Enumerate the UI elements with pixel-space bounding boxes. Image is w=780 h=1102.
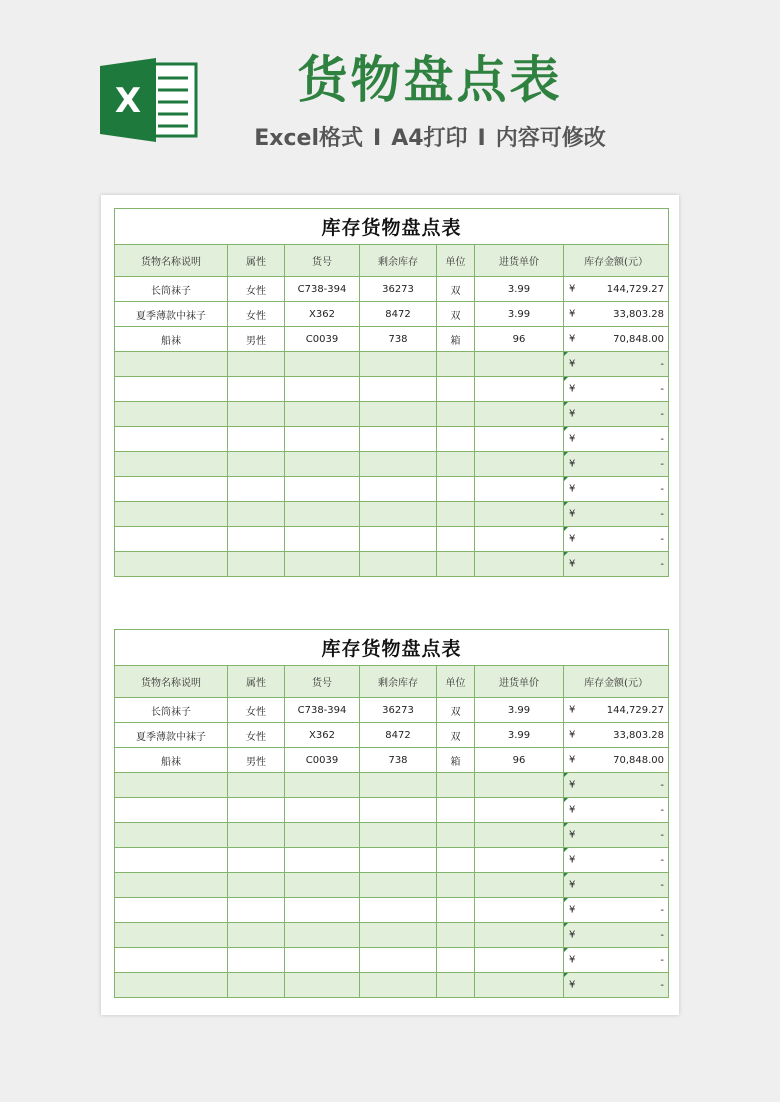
cell-stock[interactable] bbox=[360, 527, 437, 552]
cell-stock[interactable] bbox=[360, 823, 437, 848]
currency-symbol: ¥ bbox=[569, 754, 576, 766]
error-indicator-icon bbox=[564, 352, 568, 356]
table-row bbox=[115, 848, 669, 873]
subtitle-separator: I bbox=[373, 126, 382, 151]
table-title: 库存货物盘点表 bbox=[115, 630, 669, 666]
cell-unit[interactable] bbox=[437, 773, 475, 798]
cell-attr[interactable] bbox=[228, 923, 285, 948]
cell-price[interactable] bbox=[475, 873, 564, 898]
cell-name[interactable] bbox=[115, 552, 228, 577]
error-indicator-icon bbox=[564, 798, 568, 802]
cell-stock[interactable] bbox=[360, 377, 437, 402]
cell-code[interactable] bbox=[285, 948, 360, 973]
cell-code[interactable] bbox=[285, 873, 360, 898]
cell-price[interactable] bbox=[475, 477, 564, 502]
currency-symbol: ¥ bbox=[569, 729, 576, 741]
cell-stock[interactable] bbox=[360, 948, 437, 973]
currency-symbol: ¥ bbox=[569, 558, 576, 570]
cell-unit[interactable] bbox=[437, 898, 475, 923]
error-indicator-icon bbox=[564, 848, 568, 852]
cell-code[interactable] bbox=[285, 552, 360, 577]
cell-unit[interactable] bbox=[437, 452, 475, 477]
column-header: 货号 bbox=[285, 245, 360, 277]
table-row bbox=[115, 502, 669, 527]
cell-attr[interactable]: 女性 bbox=[228, 277, 285, 302]
cell-price[interactable] bbox=[475, 848, 564, 873]
cell-stock[interactable] bbox=[360, 973, 437, 998]
cell-stock[interactable] bbox=[360, 773, 437, 798]
amount-value: - bbox=[660, 879, 665, 891]
currency-symbol: ¥ bbox=[569, 508, 576, 520]
cell-code[interactable] bbox=[285, 477, 360, 502]
amount-value: - bbox=[660, 979, 665, 991]
table-row bbox=[115, 377, 669, 402]
cell-unit[interactable] bbox=[437, 527, 475, 552]
cell-code[interactable]: X362 bbox=[285, 723, 360, 748]
cell-attr[interactable]: 女性 bbox=[228, 698, 285, 723]
cell-attr[interactable]: 女性 bbox=[228, 723, 285, 748]
cell-code[interactable] bbox=[285, 402, 360, 427]
column-header: 进货单价 bbox=[475, 666, 564, 698]
cell-stock[interactable] bbox=[360, 452, 437, 477]
currency-symbol: ¥ bbox=[569, 929, 576, 941]
cell-amount[interactable] bbox=[564, 552, 669, 577]
cell-attr[interactable] bbox=[228, 898, 285, 923]
cell-price[interactable] bbox=[475, 377, 564, 402]
cell-unit[interactable] bbox=[437, 502, 475, 527]
cell-price[interactable] bbox=[475, 923, 564, 948]
cell-code[interactable] bbox=[285, 352, 360, 377]
cell-unit[interactable] bbox=[437, 352, 475, 377]
cell-amount[interactable] bbox=[564, 277, 669, 302]
table-row bbox=[115, 873, 669, 898]
cell-code[interactable]: C738-394 bbox=[285, 277, 360, 302]
cell-attr[interactable] bbox=[228, 527, 285, 552]
column-header: 单位 bbox=[437, 245, 475, 277]
cell-name[interactable] bbox=[115, 823, 228, 848]
cell-name[interactable] bbox=[115, 873, 228, 898]
cell-price[interactable]: 3.99 bbox=[475, 698, 564, 723]
cell-name[interactable] bbox=[115, 798, 228, 823]
cell-unit[interactable] bbox=[437, 427, 475, 452]
cell-code[interactable] bbox=[285, 823, 360, 848]
cell-amount[interactable] bbox=[564, 848, 669, 873]
cell-price[interactable] bbox=[475, 402, 564, 427]
amount-value: - bbox=[660, 954, 665, 966]
table-row bbox=[115, 352, 669, 377]
page-subtitle bbox=[200, 122, 660, 156]
column-header: 库存金额(元） bbox=[564, 245, 669, 277]
cell-price[interactable] bbox=[475, 823, 564, 848]
error-indicator-icon bbox=[564, 452, 568, 456]
cell-stock[interactable] bbox=[360, 477, 437, 502]
cell-name[interactable] bbox=[115, 377, 228, 402]
column-header: 剩余库存 bbox=[360, 245, 437, 277]
amount-value: - bbox=[660, 508, 665, 520]
currency-symbol: ¥ bbox=[569, 829, 576, 841]
currency-symbol: ¥ bbox=[569, 358, 576, 370]
subtitle-editable: 内容可修改 bbox=[495, 126, 606, 151]
cell-stock[interactable]: 36273 bbox=[360, 277, 437, 302]
cell-price[interactable]: 3.99 bbox=[475, 302, 564, 327]
currency-symbol: ¥ bbox=[569, 779, 576, 791]
currency-symbol: ¥ bbox=[569, 308, 576, 320]
table-row bbox=[115, 698, 669, 723]
error-indicator-icon bbox=[564, 948, 568, 952]
table-row bbox=[115, 798, 669, 823]
cell-attr[interactable] bbox=[228, 477, 285, 502]
cell-name[interactable] bbox=[115, 773, 228, 798]
error-indicator-icon bbox=[564, 402, 568, 406]
amount-value: 144,729.27 bbox=[606, 704, 665, 716]
page-header bbox=[0, 0, 780, 190]
cell-price[interactable] bbox=[475, 973, 564, 998]
cell-price[interactable] bbox=[475, 798, 564, 823]
cell-price[interactable] bbox=[475, 427, 564, 452]
cell-attr[interactable] bbox=[228, 552, 285, 577]
cell-unit[interactable] bbox=[437, 798, 475, 823]
cell-amount[interactable] bbox=[564, 502, 669, 527]
cell-code[interactable] bbox=[285, 923, 360, 948]
cell-price[interactable] bbox=[475, 552, 564, 577]
inventory-table bbox=[114, 629, 669, 998]
cell-amount[interactable] bbox=[564, 798, 669, 823]
cell-price[interactable] bbox=[475, 948, 564, 973]
cell-unit[interactable] bbox=[437, 552, 475, 577]
error-indicator-icon bbox=[564, 873, 568, 877]
cell-unit[interactable]: 双 bbox=[437, 277, 475, 302]
column-header: 单位 bbox=[437, 666, 475, 698]
cell-unit[interactable] bbox=[437, 923, 475, 948]
cell-code[interactable] bbox=[285, 427, 360, 452]
column-header: 属性 bbox=[228, 245, 285, 277]
cell-name[interactable] bbox=[115, 402, 228, 427]
table-title: 库存货物盘点表 bbox=[115, 209, 669, 245]
cell-code[interactable] bbox=[285, 898, 360, 923]
table-row bbox=[115, 452, 669, 477]
amount-value: - bbox=[660, 483, 665, 495]
cell-price[interactable] bbox=[475, 773, 564, 798]
cell-code[interactable] bbox=[285, 973, 360, 998]
cell-price[interactable]: 3.99 bbox=[475, 277, 564, 302]
error-indicator-icon bbox=[564, 527, 568, 531]
cell-amount[interactable] bbox=[564, 748, 669, 773]
cell-attr[interactable]: 男性 bbox=[228, 327, 285, 352]
excel-logo-icon bbox=[100, 58, 200, 142]
table-row bbox=[115, 948, 669, 973]
cell-stock[interactable] bbox=[360, 552, 437, 577]
cell-attr[interactable]: 男性 bbox=[228, 748, 285, 773]
cell-amount[interactable] bbox=[564, 923, 669, 948]
table-row bbox=[115, 327, 669, 352]
cell-name[interactable] bbox=[115, 898, 228, 923]
cell-stock[interactable] bbox=[360, 427, 437, 452]
cell-price[interactable]: 96 bbox=[475, 748, 564, 773]
column-header: 剩余库存 bbox=[360, 666, 437, 698]
cell-stock[interactable]: 36273 bbox=[360, 698, 437, 723]
amount-value: 33,803.28 bbox=[613, 308, 665, 320]
error-indicator-icon bbox=[564, 773, 568, 777]
page-title: 货物盘点表 bbox=[297, 51, 563, 109]
amount-value: 33,803.28 bbox=[613, 729, 665, 741]
column-header: 货物名称说明 bbox=[115, 245, 228, 277]
svg-text:X: X bbox=[114, 81, 142, 121]
currency-symbol: ¥ bbox=[569, 804, 576, 816]
cell-amount[interactable] bbox=[564, 873, 669, 898]
cell-unit[interactable] bbox=[437, 377, 475, 402]
amount-value: - bbox=[660, 433, 665, 445]
cell-amount[interactable] bbox=[564, 973, 669, 998]
cell-unit[interactable]: 双 bbox=[437, 302, 475, 327]
subtitle-separator: I bbox=[477, 126, 486, 151]
table-row bbox=[115, 277, 669, 302]
currency-symbol: ¥ bbox=[569, 283, 576, 295]
table-row bbox=[115, 527, 669, 552]
cell-stock[interactable] bbox=[360, 502, 437, 527]
cell-amount[interactable] bbox=[564, 723, 669, 748]
cell-name[interactable] bbox=[115, 427, 228, 452]
cell-attr[interactable] bbox=[228, 402, 285, 427]
amount-value: - bbox=[660, 829, 665, 841]
cell-unit[interactable] bbox=[437, 948, 475, 973]
cell-attr[interactable] bbox=[228, 823, 285, 848]
amount-value: 144,729.27 bbox=[606, 283, 665, 295]
cell-stock[interactable]: 738 bbox=[360, 748, 437, 773]
currency-symbol: ¥ bbox=[569, 904, 576, 916]
cell-price[interactable] bbox=[475, 452, 564, 477]
cell-name[interactable]: 夏季薄款中袜子 bbox=[115, 302, 228, 327]
table-row bbox=[115, 723, 669, 748]
cell-code[interactable]: X362 bbox=[285, 302, 360, 327]
amount-value: - bbox=[660, 929, 665, 941]
inventory-table-2 bbox=[114, 629, 668, 998]
cell-attr[interactable] bbox=[228, 948, 285, 973]
cell-amount[interactable] bbox=[564, 327, 669, 352]
cell-unit[interactable] bbox=[437, 402, 475, 427]
currency-symbol: ¥ bbox=[569, 458, 576, 470]
currency-symbol: ¥ bbox=[569, 483, 576, 495]
cell-name[interactable] bbox=[115, 923, 228, 948]
error-indicator-icon bbox=[564, 377, 568, 381]
cell-name[interactable] bbox=[115, 973, 228, 998]
cell-stock[interactable] bbox=[360, 352, 437, 377]
currency-symbol: ¥ bbox=[569, 433, 576, 445]
amount-value: - bbox=[660, 458, 665, 470]
amount-value: - bbox=[660, 779, 665, 791]
cell-attr[interactable] bbox=[228, 352, 285, 377]
cell-code[interactable]: C0039 bbox=[285, 327, 360, 352]
cell-price[interactable] bbox=[475, 502, 564, 527]
amount-value: - bbox=[660, 408, 665, 420]
cell-name[interactable]: 夏季薄款中袜子 bbox=[115, 723, 228, 748]
error-indicator-icon bbox=[564, 427, 568, 431]
cell-price[interactable]: 3.99 bbox=[475, 723, 564, 748]
currency-symbol: ¥ bbox=[569, 383, 576, 395]
cell-stock[interactable]: 738 bbox=[360, 327, 437, 352]
cell-name[interactable] bbox=[115, 352, 228, 377]
cell-amount[interactable] bbox=[564, 302, 669, 327]
currency-symbol: ¥ bbox=[569, 533, 576, 545]
cell-amount[interactable] bbox=[564, 698, 669, 723]
cell-name[interactable]: 船袜 bbox=[115, 748, 228, 773]
cell-stock[interactable] bbox=[360, 402, 437, 427]
cell-amount[interactable] bbox=[564, 427, 669, 452]
cell-unit[interactable] bbox=[437, 973, 475, 998]
cell-amount[interactable] bbox=[564, 823, 669, 848]
cell-attr[interactable] bbox=[228, 377, 285, 402]
cell-amount[interactable] bbox=[564, 773, 669, 798]
error-indicator-icon bbox=[564, 477, 568, 481]
cell-stock[interactable] bbox=[360, 798, 437, 823]
cell-stock[interactable]: 8472 bbox=[360, 302, 437, 327]
table-row bbox=[115, 923, 669, 948]
cell-attr[interactable] bbox=[228, 773, 285, 798]
cell-unit[interactable]: 双 bbox=[437, 723, 475, 748]
cell-unit[interactable] bbox=[437, 823, 475, 848]
cell-code[interactable]: C738-394 bbox=[285, 698, 360, 723]
cell-stock[interactable]: 8472 bbox=[360, 723, 437, 748]
cell-attr[interactable] bbox=[228, 873, 285, 898]
cell-stock[interactable] bbox=[360, 898, 437, 923]
cell-attr[interactable] bbox=[228, 973, 285, 998]
cell-name[interactable] bbox=[115, 848, 228, 873]
amount-value: - bbox=[660, 358, 665, 370]
cell-unit[interactable] bbox=[437, 848, 475, 873]
cell-stock[interactable] bbox=[360, 848, 437, 873]
cell-price[interactable] bbox=[475, 898, 564, 923]
amount-value: 70,848.00 bbox=[613, 333, 665, 345]
cell-amount[interactable] bbox=[564, 477, 669, 502]
error-indicator-icon bbox=[564, 502, 568, 506]
cell-unit[interactable]: 箱 bbox=[437, 748, 475, 773]
currency-symbol: ¥ bbox=[569, 879, 576, 891]
subtitle-print: A4打印 bbox=[391, 126, 468, 151]
cell-unit[interactable]: 双 bbox=[437, 698, 475, 723]
cell-name[interactable] bbox=[115, 948, 228, 973]
currency-symbol: ¥ bbox=[569, 408, 576, 420]
amount-value: - bbox=[660, 804, 665, 816]
cell-code[interactable] bbox=[285, 798, 360, 823]
cell-amount[interactable] bbox=[564, 898, 669, 923]
column-header: 属性 bbox=[228, 666, 285, 698]
inventory-table-1 bbox=[114, 208, 668, 577]
table-row bbox=[115, 748, 669, 773]
column-header: 货物名称说明 bbox=[115, 666, 228, 698]
cell-stock[interactable] bbox=[360, 873, 437, 898]
amount-value: 70,848.00 bbox=[613, 754, 665, 766]
cell-name[interactable]: 长筒袜子 bbox=[115, 698, 228, 723]
cell-code[interactable]: C0039 bbox=[285, 748, 360, 773]
error-indicator-icon bbox=[564, 923, 568, 927]
cell-amount[interactable] bbox=[564, 352, 669, 377]
cell-stock[interactable] bbox=[360, 923, 437, 948]
currency-symbol: ¥ bbox=[569, 333, 576, 345]
table-row bbox=[115, 302, 669, 327]
cell-amount[interactable] bbox=[564, 452, 669, 477]
cell-attr[interactable] bbox=[228, 452, 285, 477]
cell-name[interactable] bbox=[115, 502, 228, 527]
amount-value: - bbox=[660, 558, 665, 570]
table-row bbox=[115, 477, 669, 502]
column-header: 库存金额(元） bbox=[564, 666, 669, 698]
cell-price[interactable] bbox=[475, 527, 564, 552]
column-header: 货号 bbox=[285, 666, 360, 698]
document-sheet bbox=[101, 195, 679, 1015]
column-header: 进货单价 bbox=[475, 245, 564, 277]
currency-symbol: ¥ bbox=[569, 704, 576, 716]
cell-amount[interactable] bbox=[564, 377, 669, 402]
cell-code[interactable] bbox=[285, 848, 360, 873]
cell-amount[interactable] bbox=[564, 402, 669, 427]
cell-unit[interactable] bbox=[437, 873, 475, 898]
cell-code[interactable] bbox=[285, 452, 360, 477]
cell-attr[interactable] bbox=[228, 848, 285, 873]
cell-name[interactable]: 船袜 bbox=[115, 327, 228, 352]
error-indicator-icon bbox=[564, 898, 568, 902]
error-indicator-icon bbox=[564, 552, 568, 556]
cell-name[interactable] bbox=[115, 452, 228, 477]
error-indicator-icon bbox=[564, 973, 568, 977]
cell-price[interactable]: 96 bbox=[475, 327, 564, 352]
currency-symbol: ¥ bbox=[569, 854, 576, 866]
table-row bbox=[115, 402, 669, 427]
cell-amount[interactable] bbox=[564, 527, 669, 552]
cell-unit[interactable] bbox=[437, 477, 475, 502]
cell-code[interactable] bbox=[285, 773, 360, 798]
table-row bbox=[115, 427, 669, 452]
cell-attr[interactable] bbox=[228, 502, 285, 527]
currency-symbol: ¥ bbox=[569, 979, 576, 991]
cell-amount[interactable] bbox=[564, 948, 669, 973]
table-row bbox=[115, 773, 669, 798]
inventory-table bbox=[114, 208, 669, 577]
table-row bbox=[115, 898, 669, 923]
cell-name[interactable] bbox=[115, 527, 228, 552]
table-row bbox=[115, 552, 669, 577]
cell-code[interactable] bbox=[285, 502, 360, 527]
cell-attr[interactable]: 女性 bbox=[228, 302, 285, 327]
cell-attr[interactable] bbox=[228, 798, 285, 823]
table-row bbox=[115, 823, 669, 848]
cell-price[interactable] bbox=[475, 352, 564, 377]
cell-attr[interactable] bbox=[228, 427, 285, 452]
cell-name[interactable] bbox=[115, 477, 228, 502]
subtitle-format: Excel格式 bbox=[254, 126, 363, 151]
currency-symbol: ¥ bbox=[569, 954, 576, 966]
table-row bbox=[115, 973, 669, 998]
cell-code[interactable] bbox=[285, 377, 360, 402]
amount-value: - bbox=[660, 383, 665, 395]
cell-unit[interactable]: 箱 bbox=[437, 327, 475, 352]
amount-value: - bbox=[660, 533, 665, 545]
amount-value: - bbox=[660, 854, 665, 866]
error-indicator-icon bbox=[564, 823, 568, 827]
cell-code[interactable] bbox=[285, 527, 360, 552]
cell-name[interactable]: 长筒袜子 bbox=[115, 277, 228, 302]
amount-value: - bbox=[660, 904, 665, 916]
